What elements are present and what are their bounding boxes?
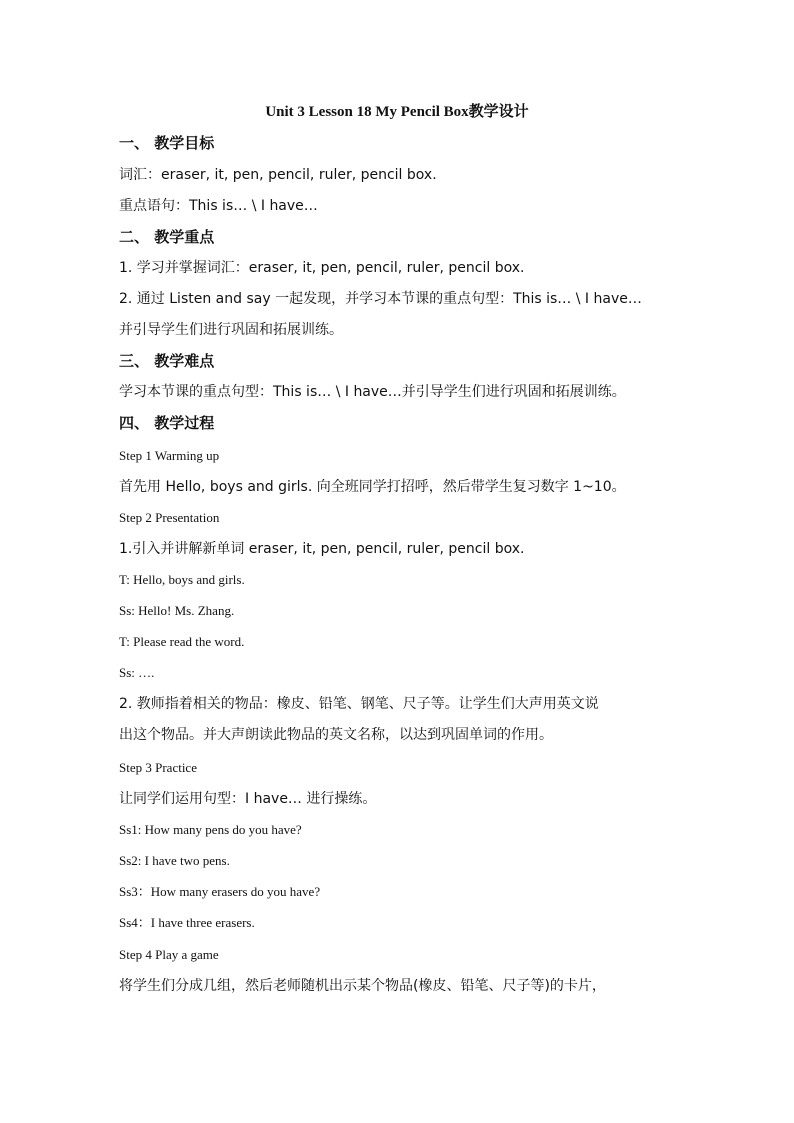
- key-point-2-line-1: 2. 通过 Listen and say 一起发现，并学习本节课的重点句型：This is… \ I have…: [119, 291, 642, 307]
- practice-line-2: Ss2: I have two pens.: [119, 853, 230, 868]
- step-2-text: 1.引入并讲解新单词 eraser, it, pen, pencil, ruler, pencil box.: [119, 541, 525, 557]
- section-heading-objectives: 一、 教学目标: [119, 134, 215, 152]
- dialog-line-4: Ss: ….: [119, 665, 155, 680]
- practice-line-4: Ss4：I have three erasers.: [119, 915, 255, 930]
- dialog-line-3: T: Please read the word.: [119, 634, 245, 649]
- document-title: Unit 3 Lesson 18 My Pencil Box教学设计: [265, 104, 529, 120]
- step-3-heading: Step 3 Practice: [119, 760, 197, 775]
- step-2-item-2-line-2: 出这个物品。并大声朗读此物品的英文名称，以达到巩固单词的作用。: [119, 727, 553, 743]
- step-3-text: 让同学们运用句型：I have… 进行操练。: [119, 791, 377, 807]
- dialog-line-2: Ss: Hello! Ms. Zhang.: [119, 603, 235, 618]
- step-2-heading: Step 2 Presentation: [119, 510, 220, 525]
- section-heading-process: 四、 教学过程: [119, 414, 215, 432]
- step-1-text: 首先用 Hello, boys and girls. 向全班同学打招呼，然后带学生复习数字 1~10。: [119, 479, 626, 495]
- step-4-text: 将学生们分成几组，然后老师随机出示某个物品(橡皮、铅笔、尺子等)的卡片，: [119, 978, 606, 994]
- practice-line-3: Ss3：How many erasers do you have?: [119, 884, 321, 899]
- vocab-line: 词汇：eraser, it, pen, pencil, ruler, pencil box.: [119, 167, 437, 183]
- key-point-1: 1. 学习并掌握词汇：eraser, it, pen, pencil, ruler, pencil box.: [119, 260, 525, 276]
- section-heading-difficulties: 三、 教学难点: [119, 352, 215, 370]
- key-point-2-line-2: 并引导学生们进行巩固和拓展训练。: [119, 322, 343, 338]
- dialog-line-1: T: Hello, boys and girls.: [119, 572, 245, 587]
- step-1-heading: Step 1 Warming up: [119, 448, 220, 463]
- difficulties-text: 学习本节课的重点句型：This is… \ I have…并引导学生们进行巩固和拓展训练。: [119, 384, 626, 400]
- section-heading-key-points: 二、 教学重点: [119, 228, 215, 246]
- step-2-item-2-line-1: 2. 教师指着相关的物品：橡皮、铅笔、钢笔、尺子等。让学生们大声用英文说: [119, 696, 599, 712]
- step-4-heading: Step 4 Play a game: [119, 947, 219, 962]
- practice-line-1: Ss1: How many pens do you have?: [119, 822, 302, 837]
- key-sentences-line: 重点语句：This is… \ I have…: [119, 198, 318, 214]
